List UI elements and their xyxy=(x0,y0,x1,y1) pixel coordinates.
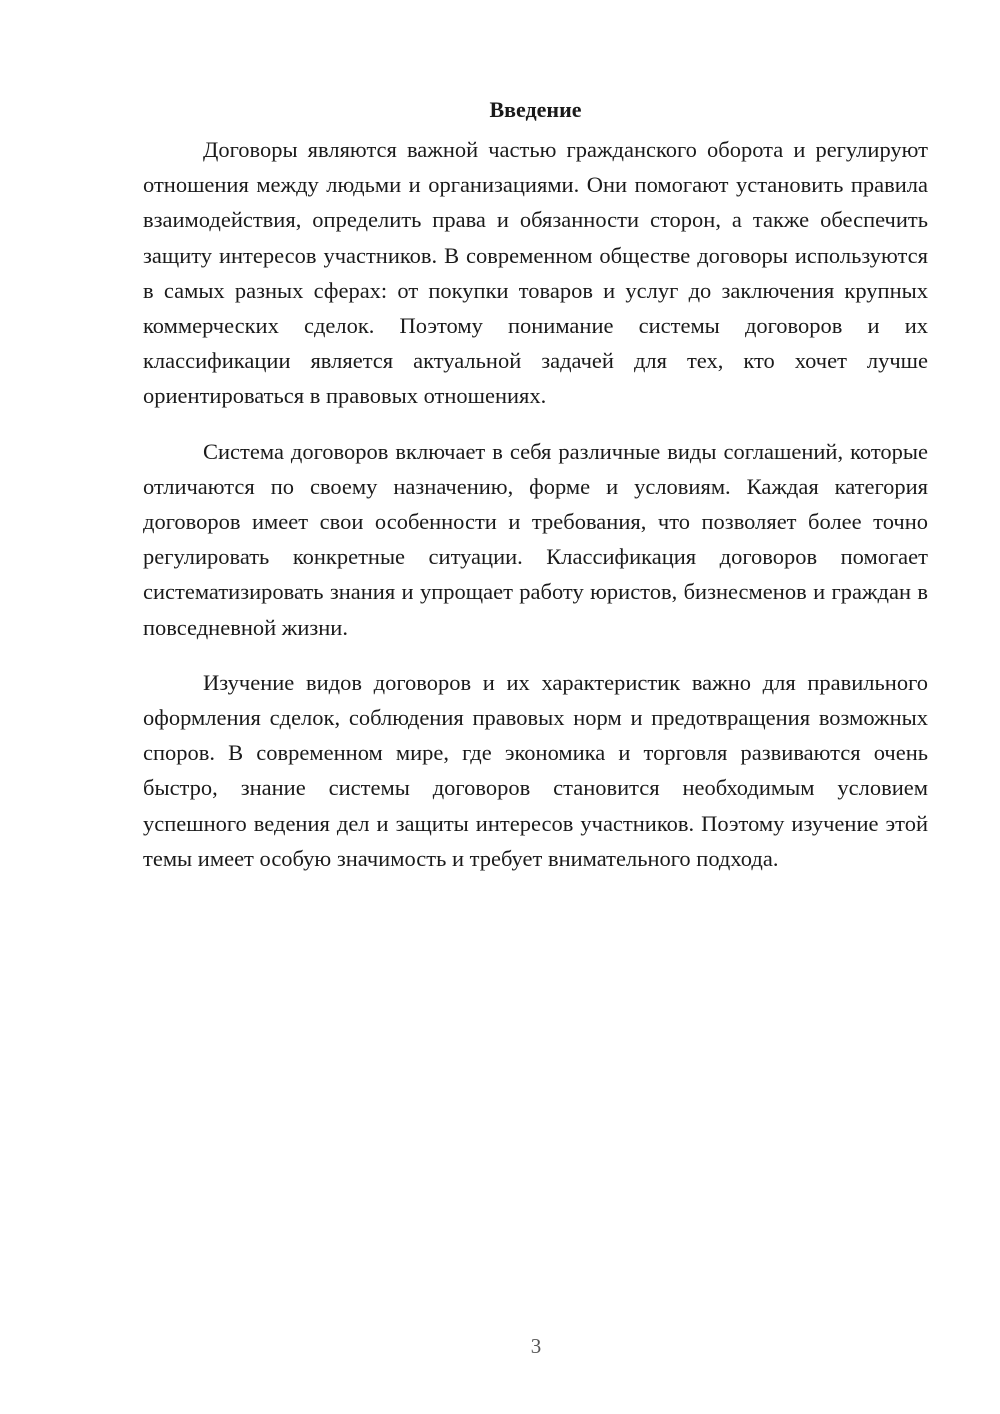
paragraph-2: Система договоров включает в себя различные виды соглашений, которые отличаются по своему назначению, форме и условиям. Каждая категория договоров имеет свои особенности и требования, что позволяет более точно регулировать конкретные ситуации. Классификация договоров помогает систематизировать знания и упрощает работу юристов, бизнесменов и граждан в повседневной жизни. xyxy=(143,438,928,640)
page-content xyxy=(143,92,928,896)
paragraph-1: Договоры являются важной частью гражданского оборота и регулируют отношения между людьми и организациями. Они помогают установить правила взаимодействия, определить права и обязанности сторон, а также обеспечить защиту интересов участников. В современном обществе договоры используются в самых разных сферах: от покупки товаров и услуг до заключения крупных коммерческих сделок. Поэтому понимание системы договоров и их классификации является актуальной задачей для тех, кто хочет лучше ориентироваться в правовых отношениях. xyxy=(143,137,928,409)
page-number: 3 xyxy=(530,1334,542,1358)
paragraph-3: Изучение видов договоров и их характеристик важно для правильного оформления сделок, соблюдения правовых норм и предотвращения возможных споров. В современном мире, где экономика и торговля развиваются очень быстро, знание системы договоров становится необходимым условием успешного ведения дел и защиты интересов участников. Поэтому изучение этой темы имеет особую значимость и требует внимательного подхода. xyxy=(143,669,928,871)
page-title: Введение xyxy=(489,97,582,122)
